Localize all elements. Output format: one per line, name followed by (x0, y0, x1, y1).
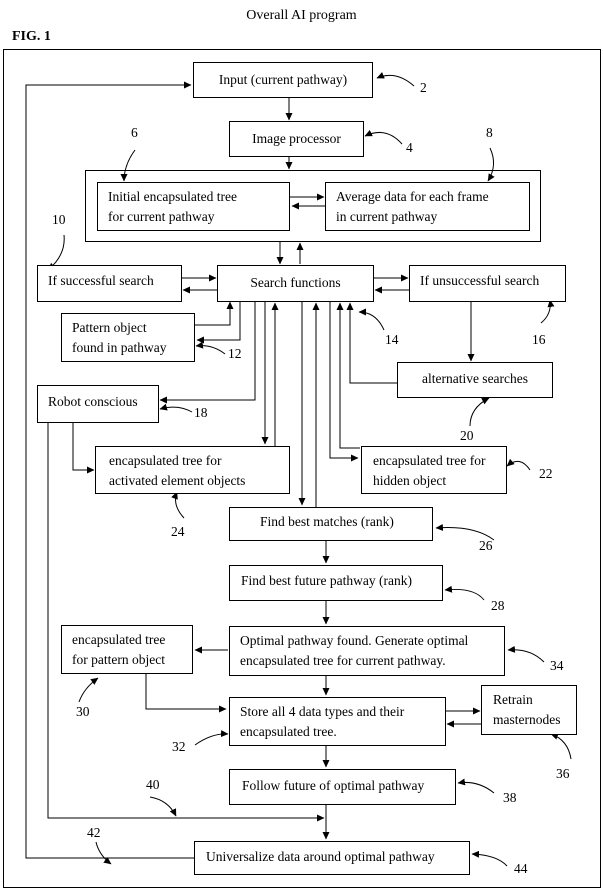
best-future-label: Find best future pathway (rank) (241, 573, 412, 588)
ref-22: 22 (539, 466, 553, 481)
hidden-tree-label: encapsulated tree for hidden object (373, 453, 486, 488)
store-data-box (229, 697, 446, 746)
input-label: Input (current pathway) (218, 72, 348, 87)
ref-20: 20 (460, 428, 474, 443)
unsuccessful-search-box (409, 265, 566, 302)
input-box (193, 62, 373, 98)
image-processor-box (229, 121, 364, 157)
retrain-label: Retrain masternodes (493, 692, 561, 727)
ref-34: 34 (550, 658, 564, 673)
follow-box (229, 769, 456, 805)
ref-30: 30 (76, 704, 90, 719)
best-future-box (229, 565, 443, 601)
best-matches-box (229, 507, 433, 541)
pattern-tree-box (61, 625, 193, 674)
average-data-box (325, 182, 530, 231)
hidden-tree-box (361, 446, 507, 494)
ref-16: 16 (532, 332, 546, 347)
ref-12: 12 (228, 346, 242, 361)
pattern-tree-label: encapsulated tree for pattern object (72, 632, 166, 667)
optimal-found-label: Optimal pathway found. Generate optimal encapsulated tree for current pathway. (240, 633, 469, 668)
ref-10: 10 (52, 212, 66, 227)
ref-38: 38 (503, 790, 517, 805)
ref-26: 26 (479, 538, 493, 553)
store-data-label: Store all 4 data types and their encapsulated tree. (240, 704, 405, 739)
alternative-searches-box (397, 362, 553, 398)
ref-14: 14 (385, 332, 399, 347)
initial-tree-box (97, 182, 290, 231)
ref-18: 18 (194, 405, 208, 420)
ref-2: 2 (420, 80, 427, 95)
ref-44: 44 (514, 861, 528, 876)
universalize-box (194, 841, 470, 875)
robot-conscious-label: Robot conscious (48, 394, 138, 409)
unsuccessful-search-label: If unsuccessful search (420, 273, 540, 288)
initial-tree-label: Initial encapsulated tree for current pathway (108, 189, 237, 224)
successful-search-box (37, 265, 182, 302)
activated-tree-box (95, 446, 290, 494)
pattern-found-label: Pattern object found in pathway (72, 320, 167, 355)
ref-36: 36 (556, 766, 570, 781)
robot-conscious-box (37, 385, 159, 423)
ref-8: 8 (486, 125, 493, 140)
pattern-found-box (61, 313, 195, 362)
successful-search-label: If successful search (48, 273, 154, 288)
alternative-searches-label: alternative searches (421, 371, 529, 386)
ref-4: 4 (406, 140, 413, 155)
figure-label: FIG. 1 (12, 29, 51, 44)
ref-24: 24 (171, 524, 185, 539)
image-processor-label: Image processor (252, 131, 341, 146)
ref-40: 40 (146, 777, 160, 792)
average-data-label: Average data for each frame in current pathway (336, 189, 489, 224)
page-title: Overall AI program (246, 8, 357, 23)
optimal-found-box (229, 626, 505, 676)
ref-32: 32 (172, 739, 186, 754)
ref-42: 42 (87, 825, 101, 840)
best-matches-label: Find best matches (rank) (260, 514, 394, 529)
search-functions-box (217, 265, 374, 302)
follow-label: Follow future of optimal pathway (242, 778, 425, 793)
search-functions-label: Search functions (250, 275, 341, 290)
universalize-label: Universalize data around optimal pathway (206, 849, 435, 864)
retrain-box (481, 685, 577, 735)
activated-tree-label: encapsulated tree for activated element objects (109, 453, 246, 488)
ref-28: 28 (491, 598, 505, 613)
ref-6: 6 (131, 125, 138, 140)
